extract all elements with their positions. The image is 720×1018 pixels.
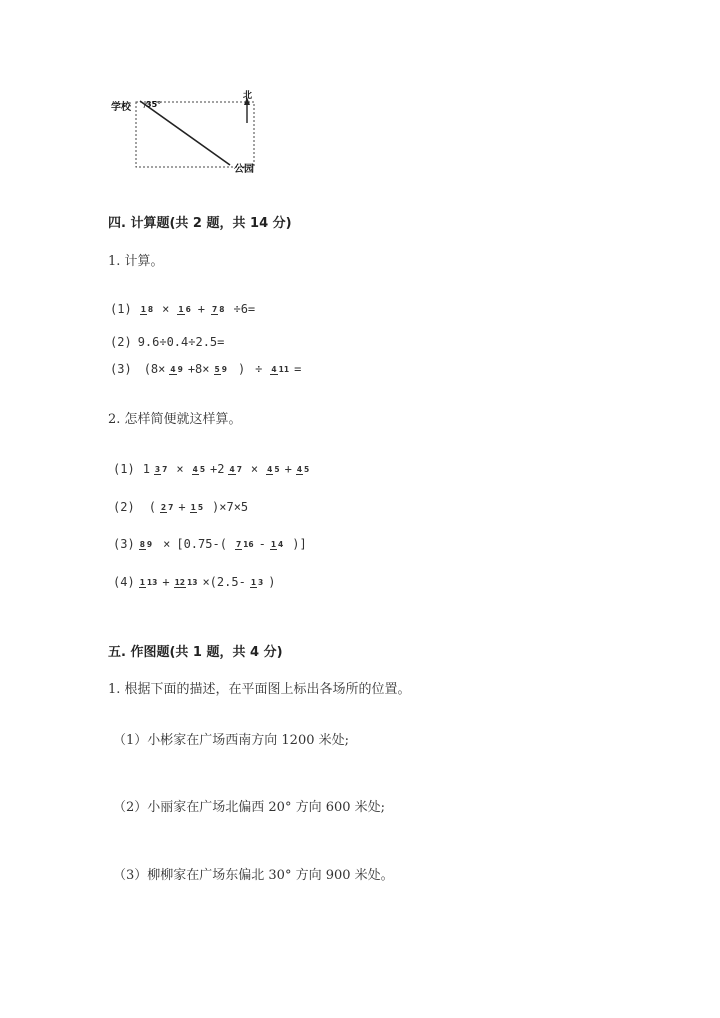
q1-item-3: (3) (8× 4 9 +8× 5 9 ) ÷ 4 11 = xyxy=(110,362,302,376)
q1-title: 1. 计算。 xyxy=(108,254,164,269)
fraction: 1 13 xyxy=(139,577,158,587)
fraction: 4 5 xyxy=(296,464,310,474)
fraction: 4 7 xyxy=(229,464,242,474)
q2-item-2: (2) ( 2 7 + 1 5 )×7×5 xyxy=(113,500,249,514)
angle-label: 35° xyxy=(146,100,162,109)
s5-item-2: （2）小丽家在广场北偏西 20° 方向 600 米处; xyxy=(113,800,386,815)
q1-item-2: (2) 9.6÷0.4÷2.5= xyxy=(110,335,225,349)
section5-title: 五. 作图题(共 1 题，共 4 分) xyxy=(108,645,283,660)
fraction: 2 7 xyxy=(160,502,174,512)
fraction: 3 7 xyxy=(154,464,168,474)
q2-title: 2. 怎样简便就这样算。 xyxy=(108,412,242,427)
section4-title: 四. 计算题(共 2 题，共 14 分) xyxy=(108,216,292,231)
fraction: 8 9 xyxy=(139,539,153,549)
fraction: 1 6 xyxy=(178,304,191,314)
fraction: 1 4 xyxy=(270,539,284,549)
fraction: 4 9 xyxy=(170,364,183,374)
q2-item-4: (4) 1 13 + 12 13 ×(2.5- 1 3 ) xyxy=(113,575,276,589)
school-park-line xyxy=(140,101,230,165)
s5-item-3: （3）柳柳家在广场东偏北 30° 方向 900 米处。 xyxy=(113,868,394,883)
q1-item-1: (1) 1 8 × 1 6 + 7 8 ÷6= xyxy=(110,302,256,316)
fraction: 5 9 xyxy=(214,364,227,374)
north-label: 北 xyxy=(243,91,253,101)
s5-q1-title: 1. 根据下面的描述，在平面图上标出各场所的位置。 xyxy=(108,682,411,697)
q2-item-3: (3) 8 9 × [0.75-( 7 16 - 1 4 )] xyxy=(113,537,307,551)
q2-item-1: (1) 1 3 7 × 4 5 +2 4 7 × 4 5 + 4 5 xyxy=(113,462,310,476)
fraction: 1 8 xyxy=(140,304,154,314)
map-diagram xyxy=(100,85,280,180)
fraction: 1 3 xyxy=(250,577,264,587)
park-label: 公园 xyxy=(234,164,254,175)
fraction: 7 8 xyxy=(212,304,225,314)
dashed-rectangle xyxy=(136,102,254,167)
fraction: 1 5 xyxy=(190,502,204,512)
fraction: 4 11 xyxy=(271,364,290,374)
item-number: (1) xyxy=(110,302,132,316)
fraction: 12 13 xyxy=(174,577,198,587)
fraction: 4 5 xyxy=(192,464,206,474)
fraction: 4 5 xyxy=(267,464,280,474)
s5-item-1: （1）小彬家在广场西南方向 1200 米处; xyxy=(113,733,349,748)
fraction: 7 16 xyxy=(235,539,254,549)
school-label: 学校 xyxy=(111,102,131,113)
